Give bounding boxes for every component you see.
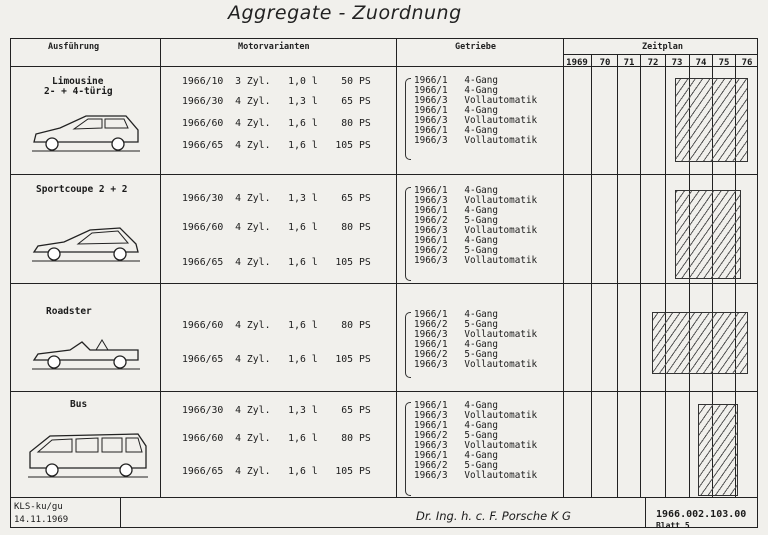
transmission-list: 1966/1 4-Gang 1966/3 Vollautomatik 1966/1 4-Gang 1966/2 5-Gang 1966/3 Vollautomatik 1966/1 4-Gang 1966/2 5-Gang 1966/3 Vollautomatik [414,185,538,266]
year-71: 71 [623,58,635,68]
sportcoupe-drawing [30,222,142,264]
engine-variant-row: 1966/60 4 Zyl. 1,6 l 80 PS [182,118,371,129]
year-1969: 1969 [566,58,588,68]
engine-variant-row: 1966/30 4 Zyl. 1,3 l 65 PS [182,405,371,416]
engine-variant-row: 1966/60 4 Zyl. 1,6 l 80 PS [182,320,371,331]
model-name: Bus [70,399,88,410]
company-name: Dr. Ing. h. c. F. Porsche K G [416,509,571,523]
footer-date: 14.11.1969 [14,515,69,525]
engine-variant-row: 1966/10 3 Zyl. 1,0 l 50 PS [182,76,371,87]
engine-variant-row: 1966/30 4 Zyl. 1,3 l 65 PS [182,193,371,204]
model-name: Limousine [52,76,104,87]
sheet-number: Blatt 5 [656,521,690,530]
engine-variant-row: 1966/60 4 Zyl. 1,6 l 80 PS [182,222,371,233]
footer-reference: KLS-ku/gu [14,502,63,512]
schedule-bar [675,78,748,162]
transmission-list: 1966/1 4-Gang 1966/2 5-Gang 1966/3 Vollautomatik 1966/1 4-Gang 1966/2 5-Gang 1966/3 Vollautomatik [414,309,538,370]
model-name: Roadster [46,306,92,317]
roadster-drawing [30,332,142,372]
engine-variant-row: 1966/65 4 Zyl. 1,6 l 105 PS [182,466,371,477]
engine-variant-row: 1966/65 4 Zyl. 1,6 l 105 PS [182,257,371,268]
transmission-list: 1966/1 4-Gang 1966/3 Vollautomatik 1966/1 4-Gang 1966/2 5-Gang 1966/3 Vollautomatik 1966/1 4-Gang 1966/2 5-Gang 1966/3 Vollautomatik [414,400,538,481]
header-engine-variants: Motorvarianten [238,42,310,52]
year-73: 73 [671,58,683,68]
engine-variant-row: 1966/30 4 Zyl. 1,3 l 65 PS [182,96,371,107]
header-schedule: Zeitplan [642,42,683,52]
engine-variant-row: 1966/65 4 Zyl. 1,6 l 105 PS [182,140,371,151]
page-title: Aggregate - Zuordnung [228,2,462,24]
schedule-bar [675,190,741,279]
model-subname: 2- + 4-türig [44,86,113,97]
year-75: 75 [718,58,730,68]
transmission-list: 1966/1 4-Gang 1966/1 4-Gang 1966/3 Vollautomatik 1966/1 4-Gang 1966/3 Vollautomatik 1966/1 4-Gang 1966/3 Vollautomatik [414,75,538,146]
year-72: 72 [647,58,659,68]
document-number: 1966.002.103.00 [656,509,747,520]
year-74: 74 [695,58,707,68]
model-name: Sportcoupe 2 + 2 [36,184,128,195]
bus-drawing [26,428,150,480]
schedule-bar [698,404,738,496]
header-execution: Ausführung [48,42,100,52]
year-76: 76 [741,58,753,68]
engine-variant-row: 1966/65 4 Zyl. 1,6 l 105 PS [182,354,371,365]
schedule-bar [652,312,748,374]
limousine-drawing [30,112,142,154]
year-70: 70 [599,58,611,68]
header-transmission: Getriebe [455,42,496,52]
engine-variant-row: 1966/60 4 Zyl. 1,6 l 80 PS [182,433,371,444]
